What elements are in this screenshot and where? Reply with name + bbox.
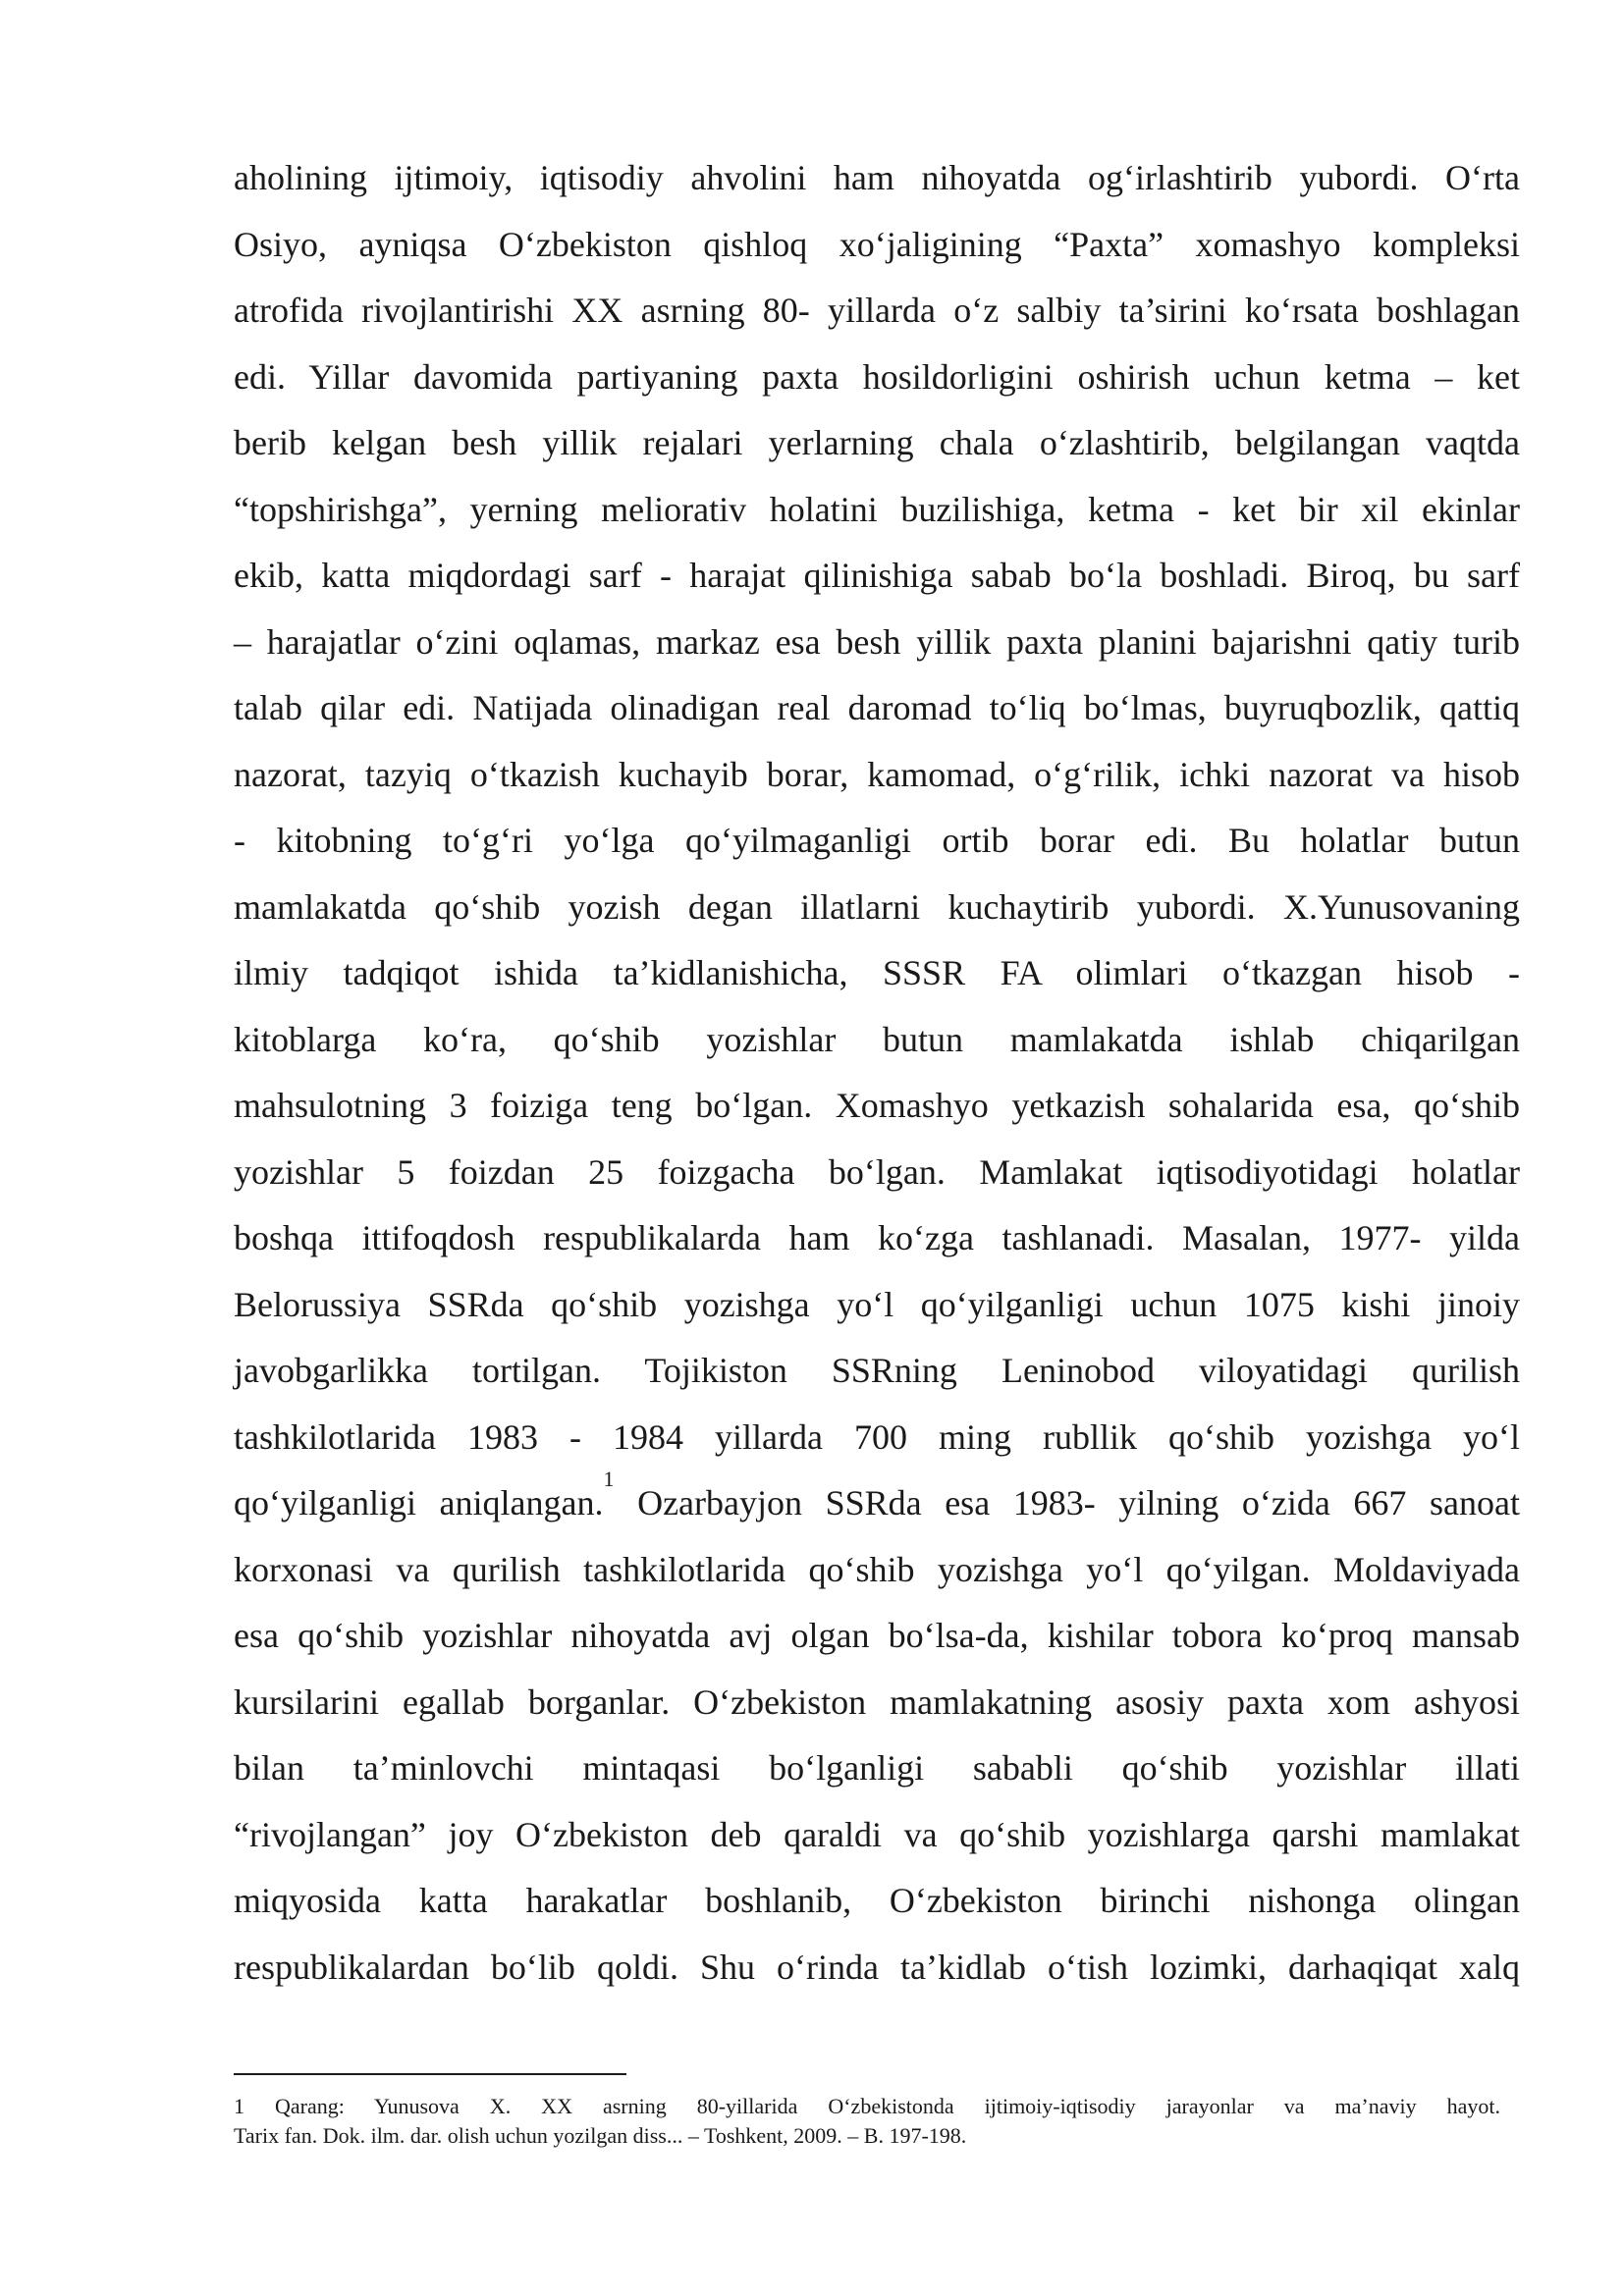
- text-line: tashkilotlarida 1983 - 1984 yillarda 700 ming rubllik qo‘shib yozishga yo‘l: [234, 1416, 1520, 1457]
- text-line: Belorussiya SSRda qo‘shib yozishga yo‘l qo‘yilganligi uchun 1075 kishi jinoiy: [234, 1284, 1520, 1324]
- footnote-text: Qarang: Yunusova X. XX asrning 80-yillarida O‘zbekistonda ijtimoiy-iqtisodiy jarayonlar va ma’naviy hayot.: [275, 2094, 1500, 2118]
- text-line: bilan ta’minlovchi mintaqasi bo‘lganligi sababli qo‘shib yozishlar illati: [234, 1748, 1520, 1788]
- footnote-line: [234, 2092, 1500, 2121]
- text-line: kitoblarga ko‘ra, qo‘shib yozishlar butun mamlakatda ishlab chiqarilgan: [234, 1019, 1520, 1059]
- text-line: korxonasi va qurilish tashkilotlarida qo‘shib yozishga yo‘l qo‘yilgan. Moldaviyada: [234, 1549, 1520, 1589]
- footnote-number: 1: [234, 2094, 244, 2118]
- text-line: ekib, katta miqdordagi sarf - harajat qilinishiga sabab bo‘la boshladi. Biroq, bu sarf: [234, 556, 1520, 595]
- text-line: berib kelgan besh yillik rejalari yerlarning chala o‘zlashtirib, belgilangan vaqtda: [234, 423, 1520, 462]
- text-line: mamlakatda qo‘shib yozish degan illatlarni kuchaytirib yubordi. X.Yunusovaning: [234, 886, 1520, 927]
- text-line: respublikalardan bo‘lib qoldi. Shu o‘rinda ta’kidlab o‘tish lozimki, darhaqiqat xalq: [234, 1947, 1520, 1987]
- text-line: edi. Yillar davomida partiyaning paxta hosildorligini oshirish uchun ketma – ket: [234, 356, 1520, 397]
- footnote-divider: [234, 2073, 626, 2075]
- text-line: ilmiy tadqiqot ishida ta’kidlanishicha, SSSR FA olimlari o‘tkazgan hisob -: [234, 953, 1520, 992]
- text-segment: qo‘yilganligi aniqlangan.: [234, 1483, 604, 1522]
- text-line: - kitobning to‘g‘ri yo‘lga qo‘yilmaganligi ortib borar edi. Bu holatlar butun: [234, 821, 1520, 860]
- text-line: kursilarini egallab borganlar. O‘zbekiston mamlakatning asosiy paxta xom ashyosi: [234, 1682, 1520, 1722]
- text-line: aholining ijtimoiy, iqtisodiy ahvolini ham nihoyatda og‘irlashtirib yubordi. O‘rta: [234, 158, 1520, 197]
- text-line: esa qo‘shib yozishlar nihoyatda avj olgan bo‘lsa-da, kishilar tobora ko‘proq mansab: [234, 1616, 1520, 1655]
- text-line: miqyosida katta harakatlar boshlanib, O‘zbekiston birinchi nishonga olingan: [234, 1881, 1520, 1920]
- footnote-reference[interactable]: 1: [603, 1467, 615, 1491]
- text-line-with-footnote-ref: [234, 1467, 1520, 1537]
- text-line: atrofida rivojlantirishi XX asrning 80- yillarda o‘z salbiy ta’sirini ko‘rsata boshlagan: [234, 291, 1520, 330]
- text-line: boshqa ittifoqdosh respublikalarda ham ko‘zga tashlanadi. Masalan, 1977- yilda: [234, 1218, 1520, 1257]
- text-line: nazorat, tazyiq o‘tkazish kuchayib borar, kamomad, o‘g‘rilik, ichki nazorat va hisob: [234, 754, 1520, 794]
- body-text: [234, 145, 1520, 2001]
- text-segment: Ozarbayjon SSRda esa 1983- yilning o‘zida 667 sanoat: [614, 1483, 1520, 1522]
- text-line: talab qilar edi. Natijada olinadigan real daromad to‘liq bo‘lmas, buyruqbozlik, qattiq: [234, 688, 1520, 727]
- text-line: javobgarlikka tortilgan. Tojikiston SSRning Leninobod viloyatidagi qurilish: [234, 1351, 1520, 1390]
- footnote-line: Tarix fan. Dok. ilm. dar. olish uchun yozilgan diss... – Toshkent, 2009. – B. 197-198.: [234, 2123, 967, 2148]
- text-line: “topshirishga”, yerning meliorativ holatini buzilishiga, ketma - ket bir xil ekinlar: [234, 489, 1520, 529]
- footnote: [234, 2092, 1500, 2151]
- text-line: – harajatlar o‘zini oqlamas, markaz esa besh yillik paxta planini bajarishni qatiy turib: [234, 621, 1520, 662]
- text-line: yozishlar 5 foizdan 25 foizgacha bo‘lgan. Mamlakat iqtisodiyotidagi holatlar: [234, 1151, 1520, 1192]
- text-line: “rivojlangan” joy O‘zbekiston deb qaraldi va qo‘shib yozishlarga qarshi mamlakat: [234, 1814, 1520, 1854]
- text-line: mahsulotning 3 foiziga teng bo‘lgan. Xomashyo yetkazish sohalarida esa, qo‘shib: [234, 1086, 1520, 1125]
- text-line: Osiyo, ayniqsa O‘zbekiston qishloq xo‘jaligining “Paxta” xomashyo kompleksi: [234, 224, 1520, 264]
